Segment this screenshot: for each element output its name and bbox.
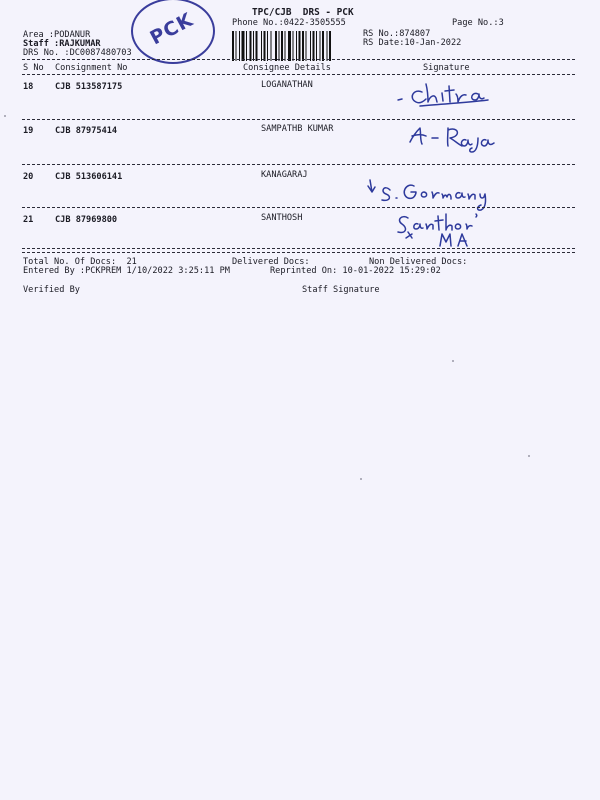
row-sno: 21 [23,215,34,225]
barcode-bar [246,31,247,61]
col-signature: Signature [423,63,470,73]
scan-speck [452,360,454,362]
barcode-bar [236,31,237,61]
barcode-bar [242,31,245,61]
verified-by: Verified By [23,285,80,295]
barcode-bar [281,31,283,61]
row-consignment: CJB 87975414 [55,126,118,136]
row-signature [392,80,496,112]
row-sno: 18 [23,82,34,92]
barcode-bar [275,31,277,61]
row-signature [402,124,502,158]
barcode-bar [310,31,311,61]
col-sno: S No [23,63,44,73]
barcode-bar [253,31,254,61]
scan-speck [528,455,530,457]
barcode-bar [232,31,234,61]
total-docs: Total No. Of Docs: 21 [23,257,137,267]
row-sno: 20 [23,172,34,182]
barcode-bar [250,31,252,61]
scan-speck [4,115,6,117]
barcode-bar [316,31,317,61]
row-sno: 19 [23,126,34,136]
col-consignee: Consignee Details [243,63,331,73]
row-consignment: CJB 513587175 [55,82,123,92]
rs-date: RS Date:10-Jan-2022 [363,38,462,48]
row-consignee: LOGANATHAN [261,80,313,90]
barcode-bar [279,31,280,61]
area-label: Area :PODANUR [23,30,91,40]
staff-signature: Staff Signature [302,285,380,295]
barcode-bar [293,31,294,61]
barcode-bar [296,31,297,61]
barcode-bar [264,31,266,61]
page-number: Page No.:3 [452,18,504,28]
row-consignee: KANAGARAJ [261,170,308,180]
rule [22,74,575,75]
barcode-bar [261,31,262,61]
rule [22,248,575,249]
barcode-bar [313,31,315,61]
barcode-bar [288,31,291,61]
row-consignee: SANTHOSH [261,213,303,223]
non-delivered-docs: Non Delivered Docs: [369,257,468,267]
rule [22,252,575,253]
col-consignment: Consignment No [55,63,128,73]
document-title: TPC/CJB DRS - PCK [252,7,354,18]
barcode-bar [299,31,301,61]
drs-number: DRS No. :DC0087480703 [23,48,132,58]
rule [22,207,575,208]
barcode-bar [267,31,268,61]
barcode-bar [320,31,321,61]
rule [22,119,575,120]
delivered-docs: Delivered Docs: [232,257,310,267]
barcode-bar [285,31,286,61]
barcode-bar [306,31,307,61]
entered-by: Entered By :PCKPREM 1/10/2022 3:25:11 PM [23,266,230,276]
pck-stamp [131,0,215,64]
rs-number: RS No.:874807 [363,29,431,39]
staff-label: Staff :RAJKUMAR [23,39,101,49]
barcode-bar [322,31,324,61]
rule [22,59,575,60]
scan-speck [360,478,362,480]
phone-number: Phone No.:0422-3505555 [232,18,346,28]
barcode-bar [239,31,240,61]
barcode-bar [302,31,304,61]
barcode-bar [327,31,328,61]
row-consignee: SAMPATHB KUMAR [261,124,334,134]
row-signature [394,210,490,250]
barcode-bar [329,31,331,61]
row-consignment: CJB 87969800 [55,215,118,225]
barcode [232,31,358,61]
reprinted-on: Reprinted On: 10-01-2022 15:29:02 [270,266,441,276]
row-consignment: CJB 513606141 [55,172,123,182]
stamp-text: PCK [146,8,198,50]
rule [22,164,575,165]
barcode-bar [256,31,258,61]
barcode-bar [271,31,272,61]
